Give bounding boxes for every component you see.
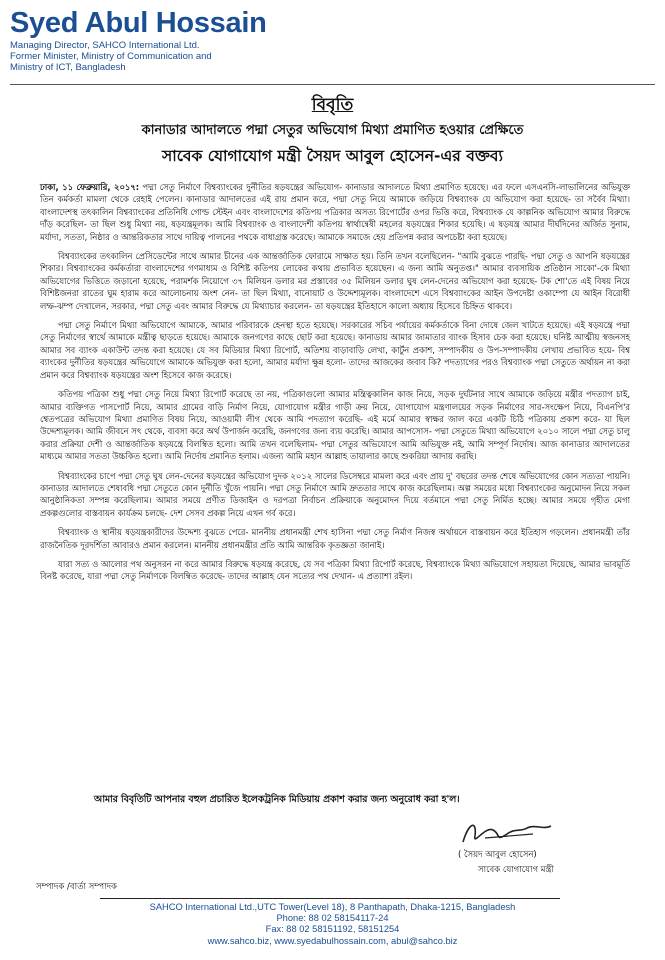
signature-image xyxy=(455,816,595,850)
copy-to: সম্পাদক /বার্তা সম্পাদক xyxy=(36,882,117,892)
dateline: ঢাকা, ১১ ফেব্রুয়ারি, ২০১৭: xyxy=(40,182,140,192)
letterhead-divider xyxy=(10,84,655,85)
statement-body xyxy=(40,181,630,590)
letterhead-line: Managing Director, SAHCO International Ltd. xyxy=(10,40,200,51)
paragraph: যারা সত্য ও আলোর পথ অনুসরন না করে আমার বিরুদ্ধে ষড়যন্ত্র করেছে, যে সব পত্রিকা মিথ্যা রিপোর্ট করেছে, বিশ্বব্যাংকে মিথ্যা অভিযোগে সহায়তা দিয়েছে, আমার ভাবমূর্তি বিনষ্ট করেছে, যারা পদ্মা সেতু নির্মাণকে বিলম্বিত করেছে- তাদের আল্লাহ যেন সত্যের পথ দেখান- এ প্রত্যাশা রইল। xyxy=(40,558,630,582)
signatory-title: সাবেক যোগাযোগ মন্ত্রী xyxy=(478,865,554,875)
paragraph: বিশ্বব্যাংকের তৎকালিন প্রেসিডেন্টের সাথে আমার চীনের এক আন্তর্জাতিক ফোরামে সাক্ষাত হয়। তিনি তখন বলেছিলেন- "আমি বুঝতে পারছি- পদ্মা সেতু ও আপনি ষড়যন্ত্রের শিকার। বিশ্বব্যাংকের কর্মকর্তারা বাংলাদেশের গণমাধ্যম ও বিশিষ্ট কতিপয় লোকের কথায় প্রভাবিত হয়েছেন। এ জন্য আমি অনুতপ্ত।" আমার ব্যবসায়িক প্রতিষ্ঠান সাকো'-কে মিথ্যা অভিযোগের ভিত্তিতে জড়ানো হয়েছে, পরামর্শক নিয়োগে ৩৭ মিলিয়ন ডলার মর প্রস্তাবের ৩৫ মিলিয়ন ডলার ঘুষ লেন-দেনের অভিযোগ করা হয়েছে- টক শো'তে এই বিষয় নিয়ে বিশিষ্টজনরা রাতের ঘুম হারাম করে আলোচনায় অংশ নেন- তা ছিল মিথ্যা, বানোয়াট ও উদ্দেশ্যমূলক। বাংলাদেশে এসে বিশ্বব্যাংকের আইন উপদেষ্টা ওকাম্পো যে আইন বিরোধী লম্ফ-ঝম্প দেখালেন, সরকার, পদ্মা সেতু এবং আমার বিরুদ্ধে যে মিথ্যাচার করলেন- তা ষড়যন্ত্রের ইতিহাসে কালো অধ্যায় হিসেবে চিহ্নিত থাকবে। xyxy=(40,251,630,311)
letterhead-line: Ministry of ICT, Bangladesh xyxy=(10,62,126,73)
paragraph-text: পদ্মা সেতু নির্মাণে বিশ্বব্যাংকের দুর্নীতির ষড়যন্ত্রের অভিযোগ- কানাডার আদালতে মিথ্যা প্রমাণিত হয়েছে। এর ফলে এসএনসি-লাভালিনের অভিযুক্ত তিন কর্মকর্তা মামলা থেকে রেহাই পেলেন। কানাডার আদালতের এই রায় প্রমান করে, পদ্মা সেতু নিয়ে আমাকে জড়িয়ে বিশ্বব্যাংক যে অভিযোগ করা হয়েছে- তা সর্বৈব মিথ্যা। বাংলাদেশস্থ তৎকালিন বিশ্বব্যাংকের প্রতিনিধি গোল্ড স্টেইন এবং বাংলাদেশের কতিপয় পত্রিকার অসত্য রিপোর্টের ওপর ভিত্তি করে, বিশ্বব্যাংক যে কাল্পনিক অভিযোগ আমার বিরুদ্ধে দাঁড় করেছিল- তা ছিল শুধু মিথ্যা নয়, ষড়যন্ত্রমূলক। আমি বিশ্বব্যাংক ও বাংলাদেশী কতিপয় স্বার্থান্বেষী মহলের ষড়যন্ত্রের শিকার হয়েছি। এ ষড়যন্ত্র আমার দীর্ঘদিনের অর্জিত সুনাম, মর্যাদা, সততা, নিষ্ঠার ও আন্তরিকতার সাথে দায়িত্ব পালনের পথকে বাধাগ্রস্ত করেছে। আমাকে সমাজে হেয় প্রতিপন্ন করার অপচেষ্টা করা হয়েছে। xyxy=(40,182,630,242)
letterhead-line: Former Minister, Ministry of Communication and xyxy=(10,51,212,62)
statement-title: বিবৃতি xyxy=(311,95,354,115)
footer-fax: Fax: 88 02 58151192, 58151254 xyxy=(265,924,400,935)
paragraph: বিশ্বব্যাংকের চাপে পদ্মা সেতু ঘুষ লেন-দেনের ষড়যন্ত্রের অভিযোগ দুদক ২০১২ সালের ডিসেম্বরে মামলা করে এবং প্রায় দু' বছরের তদন্ত শেষে অভিযোগের কোন সত্যতা পায়নি। কানাডার আদালতে শেষাবধি পদ্মা সেতুতে কোন দুর্নীতি খুঁজে পায়নি। পদ্মা সেতু নির্মাণে আমি দ্রুততার সাথে কাজ করেছিলাম। অল্প সময়ের মধ্যে বিশ্বব্যাংকের অনুমোদন নিয়ে সকল আনুষ্ঠানিকতা সম্পন্ন করেছিলাম। আমার সময়ে প্রণীত ডিজাইন ও দরপত্রা নির্বাচন প্রক্রিয়াকে অনুমোদন দিয়ে বর্তমানে পদ্মা সেতু নির্মিত হচ্ছে। আমার সময়ে গৃহীত মেগা প্রকল্পগুলোর বাস্তবায়ন কার্যক্রম চলছে- দেশ সেসব প্রকল্প নিয়ে এখন গর্ব করে। xyxy=(40,470,630,518)
footer-divider xyxy=(100,898,560,899)
paragraph: পদ্মা সেতু নির্মাণে মিথ্যা অভিযোগে আমাকে, আমার পরিবারকে হেনস্থা হতে হয়েছে। সরকারের সচিব পর্যায়ের কর্মকর্তাকে বিনা দোষে জেল খাটতে হয়েছে। এই ষড়যন্ত্রে পদ্মা সেতু নির্মাণের স্বার্থে আমাকে মন্ত্রীত্ব ছাড়তে হয়েছে। আমাকে জনগণের কাছে ছোট করা হয়েছে। কানাডায় আমার জামাতার ব্যাংক হিসাব চেক করা হয়েছে। ঘনিষ্ট আত্মীয় স্বজনসহ আমার সব ব্যাংক একাউন্ট তদন্ত করা হয়েছে। যে সব মিডিয়ার মিথ্যা রিপোর্ট, অতিশয় বাড়াবাড়ি লেখা, কার্টুন প্রকাশ, সম্পাদকীয় ও উপ-সম্পাদকীয় লেখায় প্রভাবিত হয়ে- বিশ্ব ব্যাংকের দুর্নীতির ষড়যন্ত্রের অভিযোগে আমাকে অভিযুক্ত করা হলো, আমার মর্যাদা ক্ষুন্ন হলো- তাদের আজকের জবাব কি? পদত্যাগের পরও বিশ্বব্যাংক পদ্মা সেতুতে অর্থায়ন না করা প্রমান করে বিশ্বব্যাংক ষড়যন্ত্রের অংশ হিসেবে কাজ করেছে। xyxy=(40,320,630,380)
paragraph: বিশ্বব্যাংক ও স্থানীয় ষড়যন্ত্রকারীদের উদ্দেশ্য বুঝতে পেরে- মাননীয় প্রধানমন্ত্রী শেখ হাসিনা পদ্মা সেতু নির্মাণ নিজস্ব অর্থায়নে বাস্তবায়ন করে ইতিহাস গড়লেন। প্রধানমন্ত্রী তাঁর রাজনৈতিক দূরদর্শিতা আবারও প্রমান করলেন। মাননীয় প্রধানমন্ত্রীর প্রতি আমি আন্তরিক কৃতজ্ঞতা জানাই। xyxy=(40,527,630,550)
footer-address: SAHCO International Ltd.,UTC Tower(Level 18), 8 Panthapath, Dhaka-1215, Bangladesh xyxy=(149,902,516,912)
letterhead-name: Syed Abul Hossain xyxy=(10,7,267,39)
signatory-name: ( সৈয়দ আবুল হোসেন) xyxy=(458,850,537,860)
footer xyxy=(0,902,665,947)
footer-web: www.sahco.biz, www.syedabulhossain.com, abul@sahco.biz xyxy=(207,935,458,946)
paragraph xyxy=(40,181,630,243)
closing-request: আমার বিবৃতিটি আপনার বহুল প্রচারিত ইলেকট্রনিক মিডিয়ায় প্রকাশ করার জন্য অনুরোধ করা হ'ল। xyxy=(94,794,460,805)
statement-subtitle: কানাডার আদালতে পদ্মা সেতুর অভিযোগ মিথ্যা প্রমাণিত হওয়ার প্রেক্ষিতে xyxy=(141,123,524,138)
footer-phone: Phone: 88 02 58154117-24 xyxy=(276,913,389,924)
statement-speaker: সাবেক যোগাযোগ মন্ত্রী সৈয়দ আবুল হোসেন-এর বক্তব্য xyxy=(161,147,504,165)
paragraph: কতিপয় পত্রিকা শুধু পদ্মা সেতু নিয়ে মিথ্যা রিপোর্ট করেছে তা নয়, পত্রিকাগুলো আমার মন্ত্রিত্বকালিন কাজ নিয়ে, সড়ক দুর্ঘটনার সাথে আমাকে জড়িয়ে মন্ত্রীর পদত্যাগ চাই, আমার ব্যক্তিগত পাসপোর্ট নিয়ে, আমার গ্রামের বাড়ি নির্মাণ নিয়ে, যোগাযোগ মন্ত্রীর গাড়ী ক্রয় নিয়ে, যোগাযোগ মন্ত্রণালয়ের সড়ক নির্মাণের সার-সংক্ষেপ নিয়ে, বিএনপি'র শ্বেতপত্রের অভিযোগ মিথ্যা প্রমাণিত বিষয় নিয়ে, আওয়ামী লীগ থেকে আমি পদত্যাগ করেছি- এই মর্মে আমার স্বাক্ষর জাল করে একটি চিঠি পত্রিকায় প্রকাশ করে- যা ছিল উদ্দেশ্যমূলক। আমি জীবনে সৎ থেকে, ব্যবসা করে অর্থ উপার্জন করেছি, জনগণের জন্য ব্যয় করেছি। আমার আপসোস- পদ্মা সেতুতে মিথ্যা অভিযোগে ২০১০ সালে পদ্মা সেতু চালু করার প্রক্রিয়া দেশী ও আন্তর্জাতিক ষড়যন্ত্রে বিলম্বিত হলো। আমি তখন বলেছিলাম- পদ্মা সেতুর অভিযোগে আমি অভিযুক্ত নই, আমি সম্পূর্ণ নির্দোষ। আজ কানাডার আদালতের মাধ্যমে আমার সততা উচ্চকিত হলো। আমি নির্দোষ প্রমানিত হলাম। এজন্য আমি মহান আল্লাহ তায়ালার কাছে শুকরিয়া আদায় করছি। xyxy=(40,389,630,462)
letterhead xyxy=(10,6,650,73)
